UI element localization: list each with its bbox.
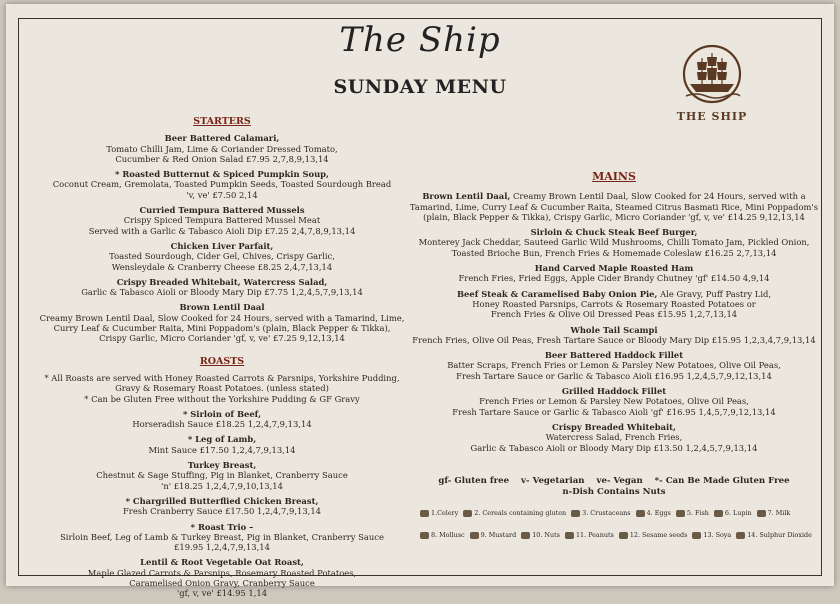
allergen-row (420, 509, 820, 517)
item-name: Curried Tempura Battered Mussels (139, 205, 305, 216)
allergen-item: 11. Peanuts (565, 531, 614, 539)
item-desc: Fresh Tartare Sauce or Garlic & Tabasco Aioli 'gf' £16.95 1,4,5,7,9,12,13,14 (452, 406, 776, 417)
item-desc: Toasted Sourdough, Cider Gel, Chives, Crispy Garlic, (109, 251, 335, 262)
restaurant-title: The Ship (339, 20, 501, 60)
item-name: Brown Lentil Daal, (422, 191, 511, 202)
item-desc: Cucumber & Red Onion Salad £7.95 2,7,8,9,13,14 (115, 153, 329, 164)
allergen-item: 6. Lupin (714, 509, 752, 517)
menu-item (406, 191, 822, 222)
milk-icon (757, 510, 766, 517)
menu-item (24, 241, 420, 272)
item-name: Whole Tail Scampi (570, 324, 658, 335)
roasts-note: * All Roasts are served with Honey Roasted Carrots & Parsnips, Yorkshire Pudding, (44, 372, 400, 383)
allergen-item: 10. Nuts (521, 531, 560, 539)
soya-icon (692, 532, 701, 539)
item-name: * Roast Trio – (190, 521, 254, 532)
menu-item (24, 434, 420, 455)
wheat-icon (463, 510, 472, 517)
allergen-item: 14. Sulphur Dioxide (736, 531, 812, 539)
allergen-item: 9. Mustard (470, 531, 517, 539)
item-name: Crispy Breaded Whitebait, (552, 421, 676, 432)
item-name: Chicken Liver Parfait, (170, 240, 274, 251)
legend-line: n-Dish Contains Nuts (562, 487, 666, 497)
item-desc: Tamarind, Lime, Curry Leaf & Cucumber Raita, Steamed Citrus Basmati Rice, Mini Poppadom's (409, 201, 819, 212)
item-name: Turkey Breast, (187, 460, 257, 471)
allergen-item: 3. Crustaceans (571, 509, 630, 517)
item-desc: Tomato Chilli Jam, Lime & Coriander Dressed Tomato, (106, 143, 338, 154)
menu-item (406, 325, 822, 346)
item-name: Hand Carved Maple Roasted Ham (534, 263, 694, 274)
dietary-legend (436, 476, 792, 498)
menu-item (24, 460, 420, 491)
roasts-note: * Can be Gluten Free without the Yorkshire Pudding & GF Gravy (84, 393, 360, 404)
item-desc: Chestnut & Sage Stuffing, Pig in Blanket, Cranberry Sauce (96, 470, 348, 481)
ship-icon (676, 44, 748, 104)
item-desc: Crispy Spiced Tempura Battered Mussel Meat (123, 215, 321, 226)
item-name: Lentil & Root Vegetable Oat Roast, (140, 557, 304, 568)
item-desc: £19.95 1,2,4,7,9,13,14 (174, 542, 270, 553)
roasts-note: Gravy & Rosemary Roast Potatoes. (unless stated) (115, 383, 329, 394)
starters-heading: STARTERS (193, 116, 251, 127)
menu-item (406, 350, 822, 381)
item-name: * Leg of Lamb, (187, 434, 257, 445)
peanut-icon (565, 532, 574, 539)
menu-item (24, 557, 420, 598)
item-desc: French Fries & Olive Oil Dressed Peas £15.95 1,2,7,13,14 (490, 309, 738, 320)
menu-page (6, 4, 834, 599)
item-desc: 'v, ve' £7.50 2,14 (186, 189, 258, 200)
item-desc: Crispy Garlic, Micro Coriander 'gf, v, ve' £7.25 9,12,13,14 (99, 333, 345, 344)
allergen-item: 7. Milk (757, 509, 791, 517)
menu-item (406, 263, 822, 284)
allergen-item: 4. Eggs (636, 509, 671, 517)
item-name: * Chargrilled Butterflied Chicken Breast, (125, 495, 319, 506)
allergen-item: 5. Fish (676, 509, 709, 517)
right-column (406, 172, 822, 458)
menu-item (24, 169, 420, 200)
item-name: Grilled Haddock Fillet (561, 386, 667, 397)
ship-logo (674, 44, 750, 123)
item-desc: French Fries, Olive Oil Peas, Fresh Tartare Sauce or Bloody Mary Dip £15.95 1,2,3,4,7,9,13,14 (412, 334, 816, 345)
sulphite-icon (736, 532, 745, 539)
menu-item (24, 205, 420, 236)
allergen-item: 13. Soya (692, 531, 731, 539)
item-name: Crispy Breaded Whitebait, Watercress Salad, (116, 276, 328, 287)
item-desc: Wensleydale & Cranberry Cheese £8.25 2,4,7,13,14 (111, 261, 333, 272)
allergen-key (420, 509, 820, 553)
item-name: Brown Lentil Daal (179, 302, 265, 313)
item-name: Beer Battered Haddock Fillet (544, 350, 684, 361)
item-desc: 'n' £18.25 1,2,4,7,9,10,13,14 (161, 480, 283, 491)
sesame-icon (619, 532, 628, 539)
item-desc: Sirloin Beef, Leg of Lamb & Turkey Breast, Pig in Blanket, Cranberry Sauce (60, 531, 384, 542)
menu-subtitle: SUNDAY MENU (333, 76, 507, 98)
item-name: Sirloin & Chuck Steak Beef Burger, (530, 227, 698, 238)
item-desc: Ale Gravy, Puff Pastry Lid, (660, 288, 772, 299)
item-desc: Coconut Cream, Gremolata, Toasted Pumpkin Seeds, Toasted Sourdough Bread (52, 179, 392, 190)
item-desc: Watercress Salad, French Fries, (545, 432, 683, 443)
crab-icon (571, 510, 580, 517)
item-desc: Creamy Brown Lentil Daal, Slow Cooked for 24 Hours, served with a Tamarind, Lime, (39, 312, 405, 323)
allergen-item: 12. Sesame seeds (619, 531, 688, 539)
item-desc: Fresh Tartare Sauce or Garlic & Tabasco Aioli £16.95 1,2,4,5,7,9,12,13,14 (456, 370, 772, 381)
item-desc: French Fries or Lemon & Parsley New Potatoes, Olive Oil Peas, (479, 396, 749, 407)
item-desc: French Fries, Fried Eggs, Apple Cider Brandy Chutney 'gf' £14.50 4,9,14 (458, 273, 770, 284)
lupin-icon (714, 510, 723, 517)
item-desc: Creamy Brown Lentil Daal, Slow Cooked for 24 Hours, served with a (512, 191, 806, 202)
item-desc: Garlic & Tabasco Aioli or Bloody Mary Dip £7.75 1,2,4,5,7,9,13,14 (81, 287, 363, 298)
item-desc: Curry Leaf & Cucumber Raita, Mini Poppadom's (plain, Black Pepper & Tikka), (53, 323, 391, 334)
item-name: Beef Steak & Caramelised Baby Onion Pie, (456, 288, 658, 299)
item-desc: Monterey Jack Cheddar, Sauteed Garlic Wild Mushrooms, Chilli Tomato Jam, Pickled Onion, (418, 237, 810, 248)
menu-item (24, 302, 420, 343)
item-desc: Mint Sauce £17.50 1,2,4,7,9,13,14 (148, 444, 296, 455)
legend-line: gf- Gluten free v- Vegetarian ve- Vegan *- Can Be Made Gluten Free (438, 476, 790, 486)
item-desc: Batter Scraps, French Fries or Lemon & Parsley New Potatoes, Olive Oil Peas, (447, 360, 781, 371)
menu-item (24, 496, 420, 517)
egg-icon (636, 510, 645, 517)
celery-icon (420, 510, 429, 517)
item-desc: Maple Glazed Carrots & Parsnips, Rosemary Roasted Potatoes, (87, 567, 357, 578)
allergen-row (420, 531, 820, 539)
left-column (24, 117, 420, 604)
menu-item (406, 227, 822, 258)
menu-item (24, 409, 420, 430)
item-desc: Garlic & Tabasco Aioli or Bloody Mary Dip £13.50 1,2,4,5,7,9,13,14 (470, 442, 758, 453)
item-desc: Toasted Brioche Bun, French Fries & Homemade Coleslaw £16.25 2,7,13,14 (451, 247, 777, 258)
roasts-notes (24, 373, 420, 404)
item-name: * Roasted Butternut & Spiced Pumpkin Soup, (115, 169, 329, 180)
item-desc: Served with a Garlic & Tabasco Aioli Dip £7.25 2,4,7,8,9,13,14 (88, 225, 356, 236)
nut-icon (521, 532, 530, 539)
allergen-item: 8. Mollusc (420, 531, 465, 539)
menu-item (24, 133, 420, 164)
allergen-item: 1.Celery (420, 509, 458, 517)
mustard-icon (470, 532, 479, 539)
allergen-item: 2. Cereals containing gluten (463, 509, 566, 517)
item-name: Beer Battered Calamari, (164, 133, 280, 144)
mains-heading: MAINS (592, 170, 636, 183)
item-desc: Horseradish Sauce £18.25 1,2,4,7,9,13,14 (132, 419, 312, 430)
item-desc: Honey Roasted Parsnips, Carrots & Rosemary Roasted Potatoes or (472, 298, 756, 309)
mollusc-icon (420, 532, 429, 539)
item-desc: (plain, Black Pepper & Tikka), Crispy Garlic, Micro Coriander 'gf, v, ve' £14.25 9,12,13,14 (423, 211, 805, 222)
menu-item (406, 422, 822, 453)
item-name: * Sirloin of Beef, (182, 408, 262, 419)
menu-item (406, 289, 822, 320)
item-desc: Fresh Cranberry Sauce £17.50 1,2,4,7,9,13,14 (123, 506, 321, 517)
menu-item (24, 522, 420, 553)
item-desc: Caramelised Onion Gravy, Cranberry Sauce (129, 577, 315, 588)
roasts-heading: ROASTS (199, 355, 245, 367)
item-desc: 'gf, v, ve' £14.95 1,14 (176, 588, 268, 599)
menu-item (24, 277, 420, 298)
fish-icon (676, 510, 685, 517)
menu-item (406, 386, 822, 417)
logo-text: THE SHIP (676, 110, 748, 123)
